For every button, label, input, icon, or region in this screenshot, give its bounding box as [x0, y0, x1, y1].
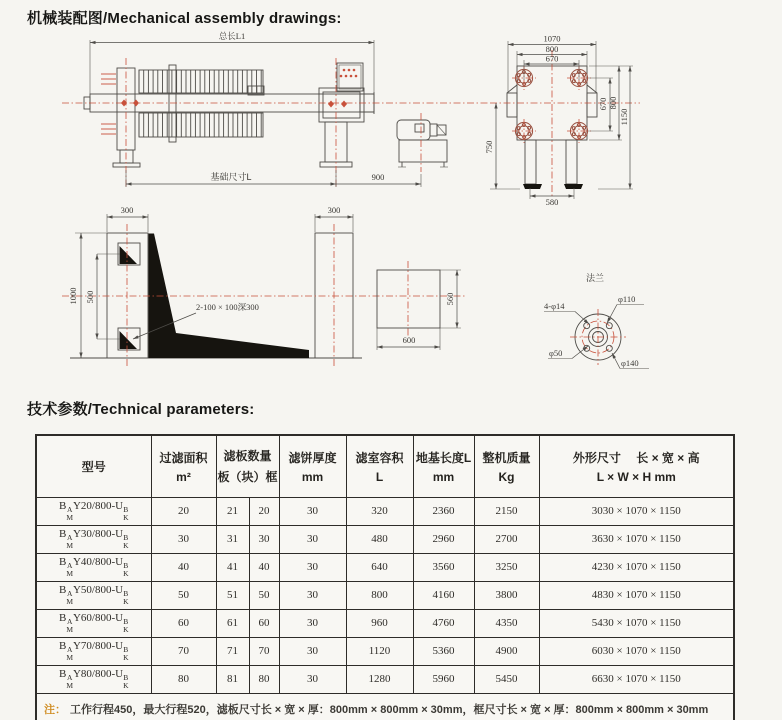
- red-tick-marks: [101, 74, 116, 134]
- cell-weight: 2150: [474, 497, 539, 525]
- cell-foundation-length: 3560: [413, 553, 474, 581]
- cell-frames: 40: [249, 553, 279, 581]
- filter-plate-pack: [139, 70, 261, 137]
- cell-model: B A M Y70/800-U B K: [36, 637, 151, 665]
- dim-label-580-bottom: 580: [545, 197, 559, 207]
- end-view-drawing: [484, 34, 640, 208]
- cell-dimensions: 5430 × 1070 × 1150: [539, 609, 734, 637]
- cell-chamber-volume: 800: [346, 581, 413, 609]
- cell-foundation-length: 5360: [413, 637, 474, 665]
- parameters-section-title: 技术参数/Technical parameters:: [27, 401, 255, 418]
- table-row: [36, 525, 734, 553]
- cell-model: B A M Y40/800-U B K: [36, 553, 151, 581]
- cell-dimensions: 3030 × 1070 × 1150: [539, 497, 734, 525]
- cell-weight: 4900: [474, 637, 539, 665]
- table-row: [36, 553, 734, 581]
- side-view-drawing: [62, 31, 490, 188]
- dim-label-bolt-holes: 4-φ14: [544, 301, 565, 311]
- cell-chamber-volume: 960: [346, 609, 413, 637]
- table-row: [36, 609, 734, 637]
- cell-cake-thickness: 30: [279, 665, 346, 693]
- dim-label-670-top: 670: [545, 53, 559, 64]
- dim-label-300-right: 300: [327, 205, 341, 215]
- cell-dimensions: 4230 × 1070 × 1150: [539, 553, 734, 581]
- cell-model: B A M Y50/800-U B K: [36, 581, 151, 609]
- cell-filter-area: 40: [151, 553, 216, 581]
- cell-dimensions: 3630 × 1070 × 1150: [539, 525, 734, 553]
- cell-plates: 31: [216, 525, 249, 553]
- dim-label-1150-right: 1150: [619, 108, 629, 126]
- cell-foundation-length: 2960: [413, 525, 474, 553]
- cell-chamber-volume: 1120: [346, 637, 413, 665]
- dim-label-750-left: 750: [484, 140, 494, 154]
- cell-frames: 80: [249, 665, 279, 693]
- flange-title: 法兰: [585, 273, 605, 283]
- cell-plates: 61: [216, 609, 249, 637]
- cell-plates: 71: [216, 637, 249, 665]
- footnote-row: [36, 693, 734, 720]
- header-cake-thickness: 滤饼厚度 mm: [279, 435, 346, 497]
- dim-label-1000: 1000: [68, 287, 78, 305]
- cell-dimensions: 4830 × 1070 × 1150: [539, 581, 734, 609]
- cell-cake-thickness: 30: [279, 637, 346, 665]
- flange-drawing: [544, 272, 649, 369]
- cell-cake-thickness: 30: [279, 525, 346, 553]
- cell-plates: 21: [216, 497, 249, 525]
- dim-label-d140: φ140: [621, 358, 639, 368]
- cell-filter-area: 60: [151, 609, 216, 637]
- cell-plates: 51: [216, 581, 249, 609]
- dim-label-foundation-length: 基础尺寸L: [210, 172, 252, 182]
- header-model: 型号: [36, 435, 151, 497]
- dim-label-500: 500: [85, 290, 95, 304]
- cell-plates: 41: [216, 553, 249, 581]
- cell-model: B A M Y30/800-U B K: [36, 525, 151, 553]
- footnote-label: 注：: [44, 703, 66, 716]
- cell-filter-area: 80: [151, 665, 216, 693]
- bolt-pocket-note: 2-100 × 100深300: [196, 302, 259, 312]
- cell-chamber-volume: 480: [346, 525, 413, 553]
- cell-weight: 3800: [474, 581, 539, 609]
- cell-cake-thickness: 30: [279, 553, 346, 581]
- header-chamber-volume: 滤室容积 L: [346, 435, 413, 497]
- header-foundation-length: 地基长度L mm: [413, 435, 474, 497]
- table-row: [36, 581, 734, 609]
- cell-filter-area: 20: [151, 497, 216, 525]
- header-dimensions: 外形尺寸 长 × 宽 × 高 L × W × H mm: [539, 435, 734, 497]
- dim-label-900: 900: [371, 172, 385, 182]
- cell-chamber-volume: 320: [346, 497, 413, 525]
- dim-label-d110: φ110: [618, 294, 636, 304]
- cell-filter-area: 50: [151, 581, 216, 609]
- control-box: [337, 63, 363, 91]
- dim-label-1070: 1070: [543, 33, 561, 44]
- footnote-text: 工作行程450，最大行程520，滤板尺寸长 × 宽 × 厚：800mm × 800mm × 30mm，框尺寸长 × 宽 × 厚：800mm × 800mm × 30mm: [70, 703, 709, 716]
- cell-model: B A M Y80/800-U B K: [36, 665, 151, 693]
- footnote-cell: [36, 693, 734, 720]
- cell-cake-thickness: 30: [279, 497, 346, 525]
- cell-frames: 30: [249, 525, 279, 553]
- cell-weight: 2700: [474, 525, 539, 553]
- header-machine-weight: 整机质量 Kg: [474, 435, 539, 497]
- cell-plates: 81: [216, 665, 249, 693]
- dim-label-800-right: 800: [608, 96, 618, 110]
- cell-foundation-length: 4160: [413, 581, 474, 609]
- cell-frames: 70: [249, 637, 279, 665]
- cell-cake-thickness: 30: [279, 581, 346, 609]
- table-row: [36, 665, 734, 693]
- foundation-pad-drawing: [377, 261, 461, 350]
- cell-frames: 50: [249, 581, 279, 609]
- cell-dimensions: 6030 × 1070 × 1150: [539, 637, 734, 665]
- cell-foundation-length: 4760: [413, 609, 474, 637]
- dim-label-560: 560: [445, 292, 455, 306]
- cell-filter-area: 70: [151, 637, 216, 665]
- drawings-section-title: 机械装配图/Mechanical assembly drawings:: [27, 10, 342, 27]
- cell-foundation-length: 5960: [413, 665, 474, 693]
- cell-frames: 20: [249, 497, 279, 525]
- cell-cake-thickness: 30: [279, 609, 346, 637]
- cell-weight: 3250: [474, 553, 539, 581]
- dim-label-300-left: 300: [120, 205, 134, 215]
- hydraulic-pump-unit: [397, 120, 448, 167]
- technical-parameters-table: [35, 434, 735, 720]
- dim-label-600: 600: [402, 335, 416, 345]
- table-row: [36, 497, 734, 525]
- dim-label-800-top: 800: [545, 44, 559, 54]
- cell-foundation-length: 2360: [413, 497, 474, 525]
- cell-dimensions: 6630 × 1070 × 1150: [539, 665, 734, 693]
- cell-model: B A M Y20/800-U B K: [36, 497, 151, 525]
- cell-frames: 60: [249, 609, 279, 637]
- cell-chamber-volume: 640: [346, 553, 413, 581]
- dim-label-670-right: 670: [598, 97, 608, 111]
- dim-label-total-length: 总长L1: [218, 31, 246, 41]
- table-header-row: [36, 435, 734, 497]
- cell-filter-area: 30: [151, 525, 216, 553]
- cell-model: B A M Y60/800-U B K: [36, 609, 151, 637]
- dim-label-d50: φ50: [549, 348, 563, 358]
- header-plate-count: 滤板数量 板（块）框: [216, 435, 279, 497]
- cell-chamber-volume: 1280: [346, 665, 413, 693]
- header-filter-area: 过滤面积 m²: [151, 435, 216, 497]
- table-row: [36, 637, 734, 665]
- cell-weight: 5450: [474, 665, 539, 693]
- cell-weight: 4350: [474, 609, 539, 637]
